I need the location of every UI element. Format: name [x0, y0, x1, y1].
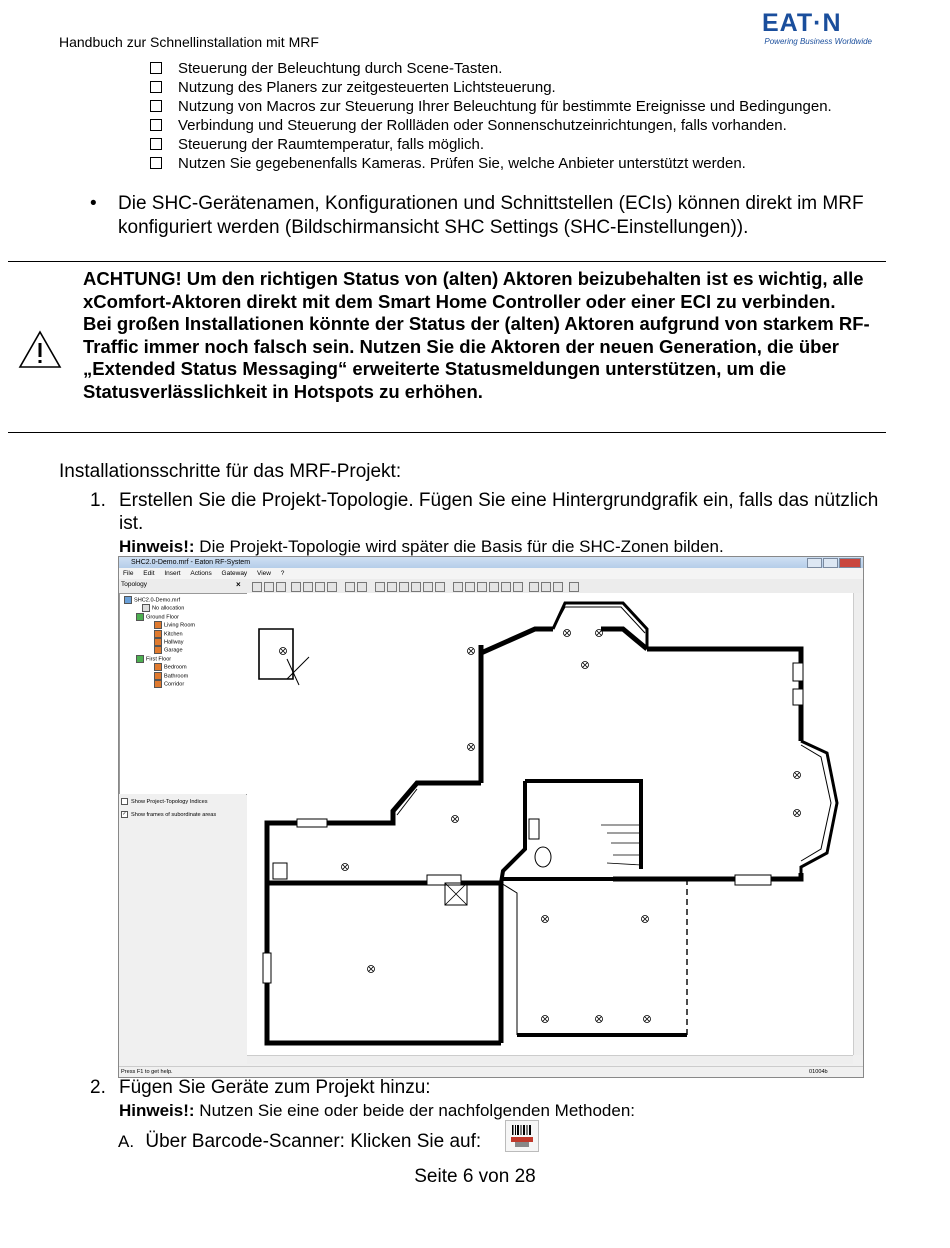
plan-box — [445, 883, 467, 905]
plan-fixture — [529, 819, 539, 839]
room-icon — [154, 646, 162, 654]
step-1 — [90, 489, 879, 558]
tree-item-hallway[interactable]: Hallway — [154, 638, 184, 647]
menu-file[interactable]: File — [123, 570, 134, 577]
topology-pane-close[interactable]: × — [236, 580, 241, 589]
warning-bottom-rule — [8, 432, 886, 433]
area-icon — [142, 604, 150, 612]
tree-item-corridor[interactable]: Corridor — [154, 680, 184, 689]
checkbox-square-icon — [150, 62, 162, 74]
tree-item-kitchen[interactable]: Kitchen — [154, 630, 183, 639]
checklist-item: Steuerung der Beleuchtung durch Scene-Tasten. — [150, 59, 870, 78]
barcode-icon[interactable] — [529, 582, 539, 592]
lamp-symbol — [642, 916, 649, 923]
plan-door — [287, 657, 309, 685]
floor-icon — [136, 655, 144, 663]
gear-icon[interactable] — [357, 582, 367, 592]
device-icon[interactable] — [399, 582, 409, 592]
eaton-logo — [762, 10, 872, 46]
room-icon — [154, 680, 162, 688]
plan-window — [263, 953, 271, 983]
feature-checklist — [150, 59, 870, 173]
open-icon[interactable] — [264, 582, 274, 592]
tree-item-bedroom[interactable]: Bedroom — [154, 663, 187, 672]
paste-icon[interactable] — [327, 582, 337, 592]
logo-word: EAT·N — [762, 9, 842, 37]
warning-paragraph-1: ACHTUNG! Um den richtigen Status von (alten) Aktoren beizubehalten ist es wichtig, alle xComfort-Aktoren direkt mit dem Smart Home Controller oder einer ECI zu verbinden. — [83, 268, 864, 312]
checklist-item: Verbindung und Steuerung der Rollläden oder Sonnenschutzeinrichtungen, falls vorhanden. — [150, 116, 870, 135]
minimize-icon[interactable] — [807, 558, 822, 568]
device-icon[interactable] — [411, 582, 421, 592]
page-number: Seite 6 von 28 — [414, 1166, 536, 1187]
status-code: 01004b — [809, 1069, 828, 1075]
warning-text — [83, 268, 883, 404]
tree-item-first-floor[interactable]: First Floor — [136, 655, 171, 664]
status-help-text: Press F1 to get help. — [121, 1069, 173, 1075]
tree-item-bathroom[interactable]: Bathroom — [154, 672, 188, 681]
menu-actions[interactable]: Actions — [190, 570, 212, 577]
menu-help[interactable]: ? — [280, 570, 285, 577]
tree-item-ground-floor[interactable]: Ground Floor — [136, 613, 179, 622]
step-number: 1. — [90, 490, 106, 511]
step-text: Fügen Sie Geräte zum Projekt hinzu: — [119, 1077, 431, 1098]
select-icon[interactable] — [553, 582, 563, 592]
warning-paragraph-2: Bei großen Installationen könnte der Status der (alten) Aktoren aufgrund von starkem RF-Traffic immer noch falsch sein. Nutzen Sie die Aktoren der neuen Generation, die über „Extended Status Messaging“ erweiterte Statusmeldungen unterstützen, um die Statusverlässlichkeit in Hotspots zu erhöhen. — [83, 313, 870, 402]
plan-wall — [801, 741, 837, 873]
cut-icon[interactable] — [303, 582, 313, 592]
plan-window — [735, 875, 771, 885]
room-icon — [154, 663, 162, 671]
room-icon — [154, 630, 162, 638]
device-icon[interactable] — [375, 582, 385, 592]
lamp-symbol — [644, 1016, 651, 1023]
layout-icon[interactable] — [513, 582, 523, 592]
lamp-symbol — [542, 1016, 549, 1023]
plan-fixture — [273, 863, 287, 879]
lamp-symbol — [542, 916, 549, 923]
lamp-symbol — [368, 966, 375, 973]
topology-options — [119, 794, 246, 1066]
plan-window — [793, 689, 803, 705]
info-icon[interactable] — [569, 582, 579, 592]
plan-wall — [481, 629, 801, 741]
floor-plan-canvas[interactable] — [247, 593, 853, 1055]
checklist-item: Nutzung von Macros zur Steuerung Ihrer Beleuchtung für bestimmte Ereignisse und Bedingungen. — [150, 97, 870, 116]
option-show-frames[interactable]: ✓ Show frames of subordinate areas — [122, 811, 217, 818]
room-icon — [154, 638, 162, 646]
layout-icon[interactable] — [501, 582, 511, 592]
maximize-icon[interactable] — [823, 558, 838, 568]
room-icon — [154, 621, 162, 629]
lamp-symbol — [582, 662, 589, 669]
substep-text: Über Barcode-Scanner: Klicken Sie auf: — [145, 1131, 482, 1152]
logo-tagline: Powering Business Worldwide — [764, 37, 872, 46]
checkbox-square-icon — [150, 81, 162, 93]
bullet-dot-icon: • — [90, 193, 97, 214]
lamp-symbol — [596, 630, 603, 637]
plan-wall — [613, 873, 801, 879]
horizontal-scrollbar[interactable] — [247, 1055, 853, 1064]
bullet-paragraph: • Die SHC-Gerätenamen, Konfigurationen und Schnittstellen (ECIs) können direkt im MRF konfiguriert werden (Bildschirmansicht SHC Settings (SHC-Einstellungen)). — [90, 193, 864, 238]
document-header-title: Handbuch zur Schnellinstallation mit MRF — [59, 34, 319, 50]
lamp-symbol — [794, 810, 801, 817]
plan-stairs — [601, 825, 641, 865]
select-icon[interactable] — [541, 582, 551, 592]
barcode-scanner-button[interactable] — [505, 1120, 539, 1152]
mrf-software-screenshot — [118, 556, 864, 1078]
plan-wall — [501, 781, 525, 883]
device-icon[interactable] — [387, 582, 397, 592]
substep-a — [118, 1130, 718, 1153]
lamp-symbol — [342, 864, 349, 871]
topology-tree — [119, 593, 248, 795]
layout-icon[interactable] — [453, 582, 463, 592]
tree-item-living-room[interactable]: Living Room — [154, 621, 195, 630]
floor-icon — [136, 613, 144, 621]
lamp-symbol — [468, 744, 475, 751]
room-icon — [154, 672, 162, 680]
topology-pane-label: Topology — [121, 581, 148, 588]
app-titlebar — [119, 557, 863, 568]
warning-triangle-icon — [18, 330, 62, 370]
option-show-indices[interactable]: Show Project-Topology Indices — [121, 798, 208, 805]
checkbox-unchecked[interactable] — [121, 798, 128, 805]
plan-wall — [801, 745, 831, 861]
app-toolbar — [119, 579, 863, 594]
checklist-item: Nutzung des Planers zur zeitgesteuerten Lichtsteuerung. — [150, 78, 870, 97]
checkbox-square-icon — [150, 138, 162, 150]
plan-window — [793, 663, 803, 681]
layout-icon[interactable] — [465, 582, 475, 592]
save-icon[interactable] — [276, 582, 286, 592]
lamp-symbol — [280, 648, 287, 655]
app-menubar — [119, 568, 863, 579]
app-title: SHC2.0-Demo.mrf - Eaton RF-System — [131, 559, 251, 566]
lamp-symbol — [468, 648, 475, 655]
undo-icon[interactable] — [291, 582, 301, 592]
plan-fixture — [535, 847, 551, 867]
plan-wall — [553, 603, 647, 649]
checkbox-square-icon — [150, 119, 162, 131]
tree-item-garage[interactable]: Garage — [154, 646, 183, 655]
plan-window — [297, 819, 327, 827]
layout-icon[interactable] — [489, 582, 499, 592]
vertical-scrollbar[interactable] — [853, 593, 863, 1055]
checklist-item: Steuerung der Raumtemperatur, falls möglich. — [150, 135, 870, 154]
installation-heading: Installationsschritte für das MRF-Projekt: — [59, 461, 402, 482]
checkbox-square-icon — [150, 100, 162, 112]
step-hint: Hinweis!: Die Projekt-Topologie wird später die Basis für die SHC-Zonen bilden. — [119, 537, 724, 556]
device-icon[interactable] — [423, 582, 433, 592]
checklist-item: Nutzen Sie gegebenenfalls Kameras. Prüfen Sie, welche Anbieter unterstützt werden. — [150, 154, 870, 173]
plan-wall — [259, 629, 293, 679]
menu-edit[interactable]: Edit — [143, 570, 155, 577]
checkbox-square-icon — [150, 157, 162, 169]
step-text: Erstellen Sie die Projekt-Topologie. Fügen Sie eine Hintergrundgrafik ein, falls das nützlich ist. — [119, 490, 879, 534]
plan-wall — [267, 883, 501, 1043]
key-icon[interactable] — [345, 582, 355, 592]
device-icon[interactable] — [435, 582, 445, 592]
step-hint: Hinweis!: Nutzen Sie eine oder beide der nachfolgenden Methoden: — [119, 1101, 635, 1120]
substep-letter: A. — [118, 1132, 135, 1151]
tree-item-project[interactable]: SHC2.0-Demo.mrf — [124, 596, 180, 605]
menu-gateway[interactable]: Gateway — [221, 570, 248, 577]
step-number: 2. — [90, 1077, 106, 1098]
lamp-symbol — [794, 772, 801, 779]
tree-item-no-allocation[interactable]: No allocation — [142, 604, 184, 613]
menu-view[interactable]: View — [257, 570, 271, 577]
lamp-symbol — [564, 630, 571, 637]
warning-top-rule — [8, 261, 886, 262]
step-2 — [90, 1076, 879, 1122]
checkbox-checked[interactable]: ✓ — [122, 811, 127, 817]
close-icon[interactable] — [839, 558, 861, 568]
lamp-symbol — [596, 1016, 603, 1023]
menu-insert[interactable]: Insert — [164, 570, 181, 577]
copy-icon[interactable] — [315, 582, 325, 592]
barcode-icon — [506, 1121, 538, 1151]
new-icon[interactable] — [252, 582, 262, 592]
layout-icon[interactable] — [477, 582, 487, 592]
lamp-symbol — [452, 816, 459, 823]
project-icon — [124, 596, 132, 604]
